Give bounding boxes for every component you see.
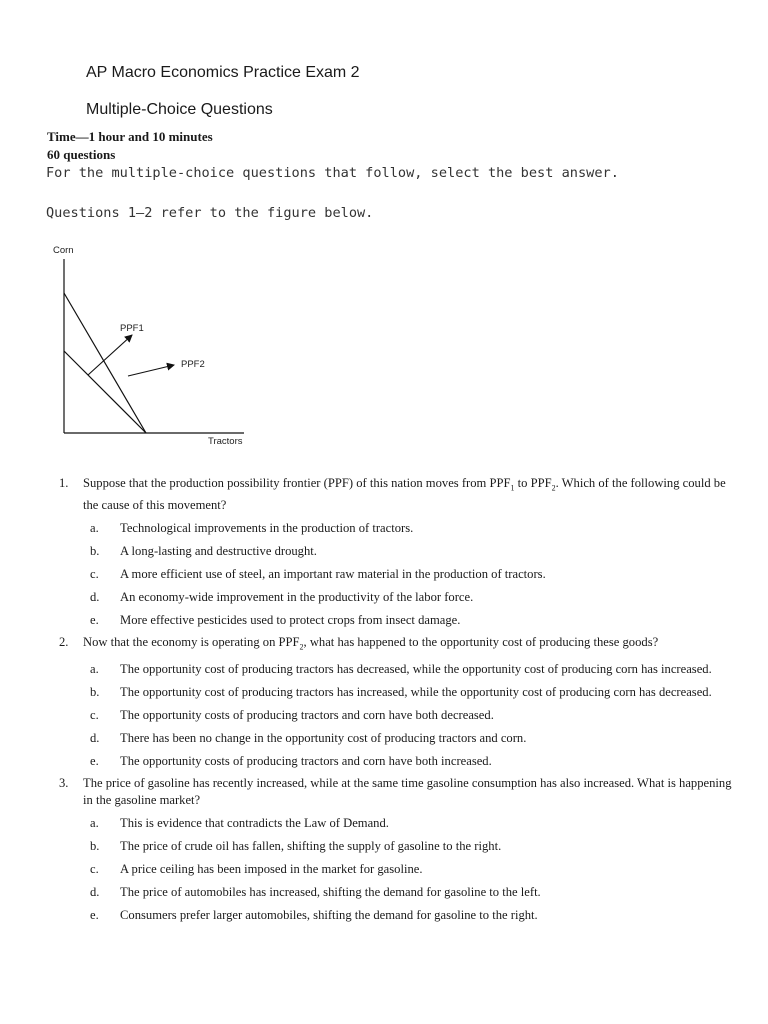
answer-option[interactable]: d. There has been no change in the opportunity cost of producing tractors and corn. [90, 731, 527, 746]
answer-option[interactable]: d. An economy-wide improvement in the productivity of the labor force. [90, 590, 474, 605]
answer-option[interactable]: d. The price of automobiles has increased, shifting the demand for gasoline to the left. [90, 885, 541, 900]
question-2 [52, 634, 732, 771]
answer-option[interactable]: b. A long-lasting and destructive drought. [90, 544, 317, 559]
exam-title: AP Macro Economics Practice Exam 2 [86, 64, 360, 81]
ppf1-label: PPF1 [120, 323, 144, 334]
ppf2-arrow [128, 365, 174, 376]
question-stem: The price of gasoline has recently increased, while at the same time gasoline consumption has also increased. What is happening in the gasoline market? [83, 775, 732, 808]
question-stem: Suppose that the production possibility frontier (PPF) of this nation moves from $PPF_1$ to $PPF_2$. Which of the following could be the cause of this movement? [83, 476, 726, 513]
answer-option[interactable]: a. This is evidence that contradicts the Law of Demand. [90, 816, 389, 831]
question-1 [52, 475, 732, 630]
answer-option[interactable]: c. A more efficient use of steel, an important raw material in the production of tractors. [90, 567, 546, 582]
section-title: Multiple-Choice Questions [86, 101, 273, 118]
answer-option[interactable]: e. The opportunity costs of producing tractors and corn have both increased. [90, 754, 492, 769]
question-number: 3. [59, 775, 69, 790]
answer-option[interactable]: e. More effective pesticides used to protect crops from insect damage. [90, 613, 461, 628]
figure-reference: Questions 1–2 refer to the figure below. [46, 205, 374, 221]
question-number: 2. [59, 634, 69, 649]
question-count: 60 questions [47, 147, 116, 162]
ppf1-arrow [88, 335, 132, 375]
question-number: 1. [59, 476, 69, 490]
x-axis-label: Tractors [208, 436, 243, 447]
y-axis-label: Corn [53, 245, 74, 256]
question-stem: Now that the economy is operating on $PPF_2$, what has happened to the opportunity cost of producing these goods? [83, 634, 659, 652]
ppf-figure [44, 238, 264, 453]
answer-option[interactable]: a. Technological improvements in the production of tractors. [90, 521, 414, 536]
ppf2-label: PPF2 [181, 359, 205, 370]
question-3 [52, 775, 732, 925]
answer-option[interactable]: b. The opportunity cost of producing tractors has increased, while the opportunity cost of producing corn has decreased. [90, 685, 712, 700]
instructions: For the multiple-choice questions that follow, select the best answer. [46, 165, 619, 181]
question-list [52, 475, 732, 929]
answer-option[interactable]: c. The opportunity costs of producing tractors and corn have both decreased. [90, 708, 494, 723]
answer-option[interactable]: b. The price of crude oil has fallen, shifting the supply of gasoline to the right. [90, 839, 502, 854]
answer-option[interactable]: c. A price ceiling has been imposed in the market for gasoline. [90, 862, 423, 877]
answer-option[interactable]: a. The opportunity cost of producing tractors has decreased, while the opportunity cost of producing corn has increased. [90, 662, 712, 677]
answer-option[interactable]: e. Consumers prefer larger automobiles, shifting the demand for gasoline to the right. [90, 908, 538, 923]
time-limit: Time—1 hour and 10 minutes [47, 129, 213, 144]
